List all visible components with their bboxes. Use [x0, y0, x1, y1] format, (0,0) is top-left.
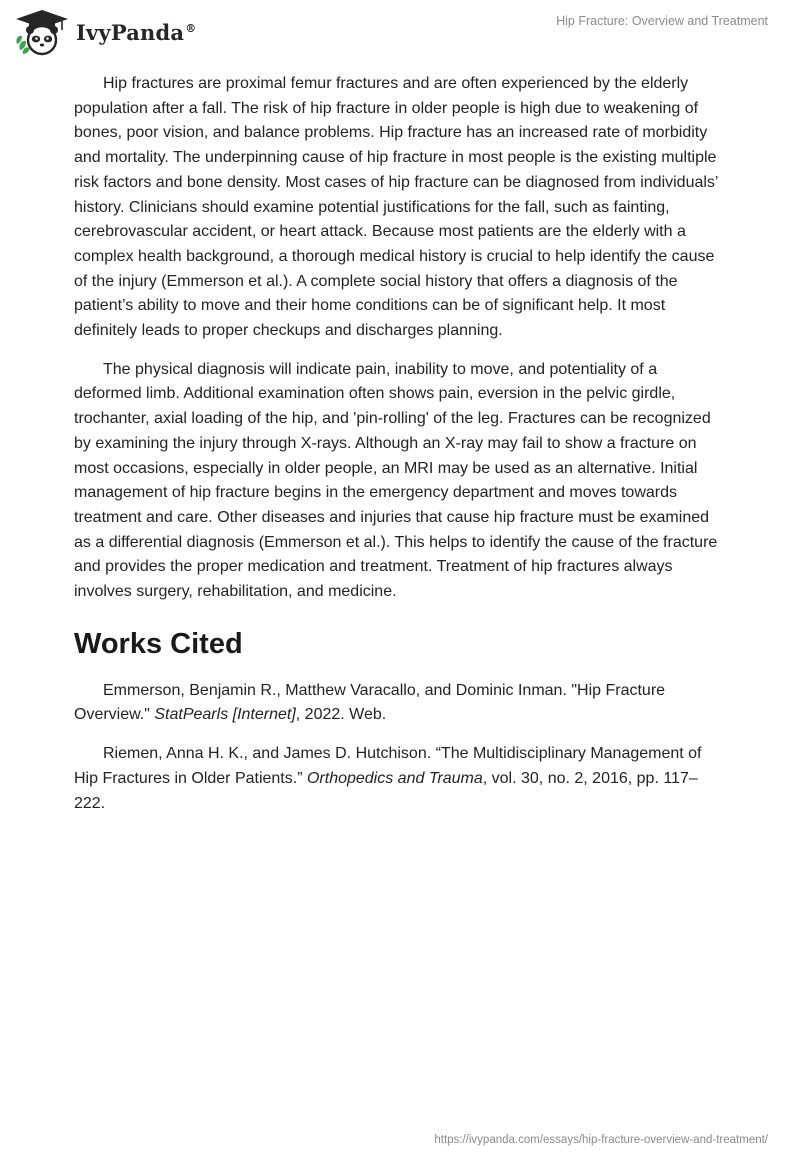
logo-text: IvyPanda®	[76, 19, 197, 45]
citation-2: Riemen, Anna H. K., and James D. Hutchison. “The Multidisciplinary Management of Hip Fractures in Older Patients.” Orthopedics and Trauma, vol. 30, no. 2, 2016, pp. 117–222.	[74, 745, 702, 812]
document-body	[74, 72, 724, 830]
document-title: Hip Fracture: Overview and Treatment	[556, 14, 768, 28]
citation-1: Emmerson, Benjamin R., Matthew Varacallo, and Dominic Inman. "Hip Fracture Overview." StatPearls [Internet], 2022. Web.	[74, 681, 666, 724]
registered-mark: ®	[185, 21, 197, 35]
citation-2-source: Orthopedics and Trauma	[306, 769, 483, 787]
works-cited-heading: Works Cited	[74, 627, 243, 660]
citation-1-source: StatPearls [Internet]	[154, 706, 296, 724]
ivypanda-logo[interactable]	[14, 8, 196, 56]
footer-url-link[interactable]: https://ivypanda.com/essays/hip-fracture-overview-and-treatment/	[434, 1134, 768, 1146]
body-paragraph-1: Hip fractures are proximal femur fractures and are often experienced by the elderly population after a fall. The risk of hip fracture in older people is high due to weakening of bones, poor vision, and balance problems. Hip fracture has an increased rate of morbidity and mortality. The underpinning cause of hip fracture in most people is the existing multiple risk factors and bone density. Most cases of hip fracture can be diagnosed from individuals’ history. Clinicians should examine potential justifications for the fall, such as fainting, cerebrovascular accident, or heart attack. Because most patients are the elderly with a complex health background, a thorough medical history is crucial to help identify the cause of the injury (Emmerson et al.). A complete social history that offers a diagnosis of the patient’s ability to move and their home conditions can be of significant help. It most definitely leads to proper checkups and discharges planning.	[74, 75, 718, 340]
page-header	[0, 0, 800, 70]
body-paragraph-2: The physical diagnosis will indicate pain, inability to move, and potentiality of a deformed limb. Additional examination often shows pain, eversion in the pelvic girdle, trochanter, axial loading of the hip, and 'pin-rolling' of the leg. Fractures can be recognized by examining the injury through X-rays. Although an X-ray may fail to show a fracture on most occasions, especially in older people, an MRI may be used as an alternative. Initial management of hip fracture begins in the emergency department and moves towards treatment and care. Other diseases and injuries that cause hip fracture must be examined as a differential diagnosis (Emmerson et al.). This helps to identify the cause of the fracture and provides the proper medication and treatment. Treatment of hip fractures always involves surgery, rehabilitation, and medicine.	[74, 360, 718, 601]
panda-graduate-icon	[14, 8, 70, 56]
